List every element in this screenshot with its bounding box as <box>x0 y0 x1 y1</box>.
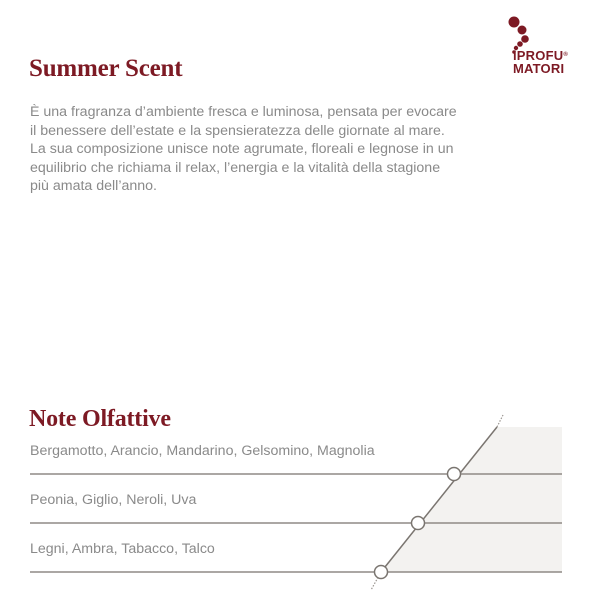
note-row-top: Bergamotto, Arancio, Mandarino, Gelsomino, Magnolia <box>30 443 375 459</box>
product-description: È una fragranza d’ambiente fresca e luminosa, pensata per evocare il benessere dell’estate e la spensieratezza delle giornate al mare. La sua composizione unisce note agrumate, floreali e legnose in un equilibrio che richiama il relax, l’energia e la vitalità della stagione più amata dell’anno. <box>30 104 457 195</box>
notes-title: Note Olfattive <box>29 406 171 432</box>
node-marker-base <box>375 566 388 579</box>
product-title: Summer Scent <box>29 55 183 82</box>
node-marker-middle <box>412 517 425 530</box>
node-marker-top <box>448 468 461 481</box>
brand-wordmark: iPROFU® MATORI <box>513 48 568 76</box>
note-row-base: Legni, Ambra, Tabacco, Talco <box>30 541 215 557</box>
note-row-heart: Peonia, Giglio, Neroli, Uva <box>30 492 197 508</box>
